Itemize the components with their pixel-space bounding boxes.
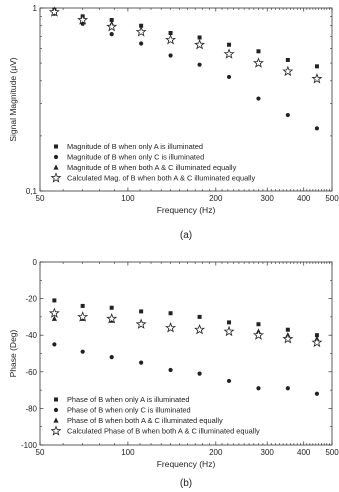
data-point-star <box>225 49 234 57</box>
data-point-circle <box>168 368 172 372</box>
data-point-star <box>254 58 263 66</box>
x-tick-label: 500 <box>325 448 339 457</box>
series-square <box>52 8 319 69</box>
series-triangle <box>52 316 320 341</box>
data-point-circle <box>227 379 231 383</box>
y-tick-label: -60 <box>25 367 37 377</box>
y-tick-label: -80 <box>25 404 37 414</box>
data-point-circle <box>197 63 201 67</box>
panel-label: (b) <box>179 478 193 489</box>
data-point-star <box>50 309 59 317</box>
series-square <box>52 298 319 337</box>
x-tick-label: 300 <box>260 194 274 203</box>
legend-entry: Calculated Phase of B when both A & C illuminated equally <box>67 426 260 436</box>
data-point-circle <box>315 126 319 130</box>
x-tick-label: 50 <box>35 194 45 203</box>
x-tick-label: 100 <box>121 194 135 203</box>
y-tick-label: -20 <box>25 294 37 304</box>
legend-marker-circle <box>54 408 58 412</box>
x-tick-label: 400 <box>297 194 311 203</box>
data-point-circle <box>110 32 114 36</box>
data-point-star <box>137 320 146 328</box>
data-point-circle <box>110 355 114 359</box>
y-tick-label: -40 <box>25 331 37 341</box>
y-tick-label: 1 <box>32 4 37 13</box>
x-tick-label: 50 <box>35 448 45 457</box>
data-point-star <box>195 325 204 333</box>
data-point-star <box>166 35 175 43</box>
x-tick-label: 200 <box>209 194 223 203</box>
data-point-square <box>198 35 202 39</box>
data-point-square <box>227 320 231 324</box>
data-point-square <box>169 311 173 315</box>
legend <box>52 395 260 436</box>
series-circle <box>52 342 319 396</box>
data-point-circle <box>286 386 290 390</box>
x-tick-label: 400 <box>297 448 311 457</box>
data-point-star <box>137 27 146 35</box>
data-point-circle <box>197 372 201 376</box>
data-point-circle <box>256 96 260 100</box>
data-point-star <box>313 338 322 346</box>
x-axis-label: Frequency (Hz) <box>156 459 216 469</box>
legend-entry: Phase of B when both A & C illuminated equally <box>67 416 223 425</box>
y-tick-label: 0,1 <box>25 187 37 196</box>
legend-marker-star <box>52 173 61 181</box>
data-point-star <box>195 40 204 48</box>
data-point-circle <box>256 386 260 390</box>
legend-entry: Phase of B when only C is illuminated <box>67 405 191 415</box>
x-tick-label: 500 <box>325 194 339 203</box>
legend-marker-star <box>52 426 61 434</box>
legend <box>52 142 256 183</box>
data-point-square <box>110 306 114 310</box>
legend-marker-triangle <box>53 417 58 422</box>
data-point-circle <box>286 113 290 117</box>
series-circle <box>52 12 319 131</box>
data-point-square <box>198 315 202 319</box>
data-point-circle <box>227 75 231 79</box>
series-star <box>50 309 321 347</box>
data-point-square <box>286 58 290 62</box>
data-point-square <box>315 64 319 68</box>
legend-entry: Magnitude of B when only C is illuminated <box>67 152 205 162</box>
legend-marker-circle <box>54 155 58 159</box>
data-point-star <box>225 327 234 335</box>
series-triangle <box>52 8 320 79</box>
x-tick-label: 300 <box>260 448 274 457</box>
magnitude-chart <box>8 4 339 241</box>
y-tick-label: -100 <box>20 441 37 450</box>
legend-marker-square <box>54 145 58 149</box>
legend-entry: Phase of B when only A is illuminated <box>67 395 190 404</box>
legend-marker-triangle <box>53 164 58 169</box>
x-tick-label: 200 <box>209 448 223 457</box>
data-point-star <box>166 323 175 331</box>
data-point-circle <box>52 342 56 346</box>
data-point-circle <box>139 361 143 365</box>
legend-marker-square <box>54 398 58 402</box>
x-tick-label: 100 <box>121 448 135 457</box>
y-axis-label: Signal Magnitude (μV) <box>8 57 18 142</box>
data-point-square <box>139 309 143 313</box>
data-point-star <box>313 74 322 82</box>
data-point-square <box>52 298 56 302</box>
data-point-square <box>256 49 260 53</box>
legend-entry: Magnitude of B when both A & C illuminated equally <box>67 163 237 172</box>
data-point-square <box>227 43 231 47</box>
data-point-star <box>254 331 263 339</box>
data-point-circle <box>81 350 85 354</box>
y-axis-label: Phase (Deg) <box>8 329 18 378</box>
data-point-circle <box>168 53 172 57</box>
data-point-star <box>283 67 292 75</box>
panel-label: (a) <box>179 230 193 241</box>
series-star <box>50 7 321 82</box>
phase-chart <box>8 258 339 489</box>
data-point-square <box>256 322 260 326</box>
data-point-star <box>283 334 292 342</box>
data-point-square <box>286 328 290 332</box>
data-point-circle <box>139 41 143 45</box>
data-point-square <box>81 304 85 308</box>
data-point-circle <box>315 392 319 396</box>
x-axis-label: Frequency (Hz) <box>156 205 216 215</box>
y-tick-label: 0 <box>32 258 37 267</box>
data-point-star <box>107 22 116 30</box>
legend-entry: Calculated Mag. of B when both A & C illuminated equally <box>67 173 256 183</box>
legend-entry: Magnitude of B when only A is illuminated <box>67 142 203 151</box>
